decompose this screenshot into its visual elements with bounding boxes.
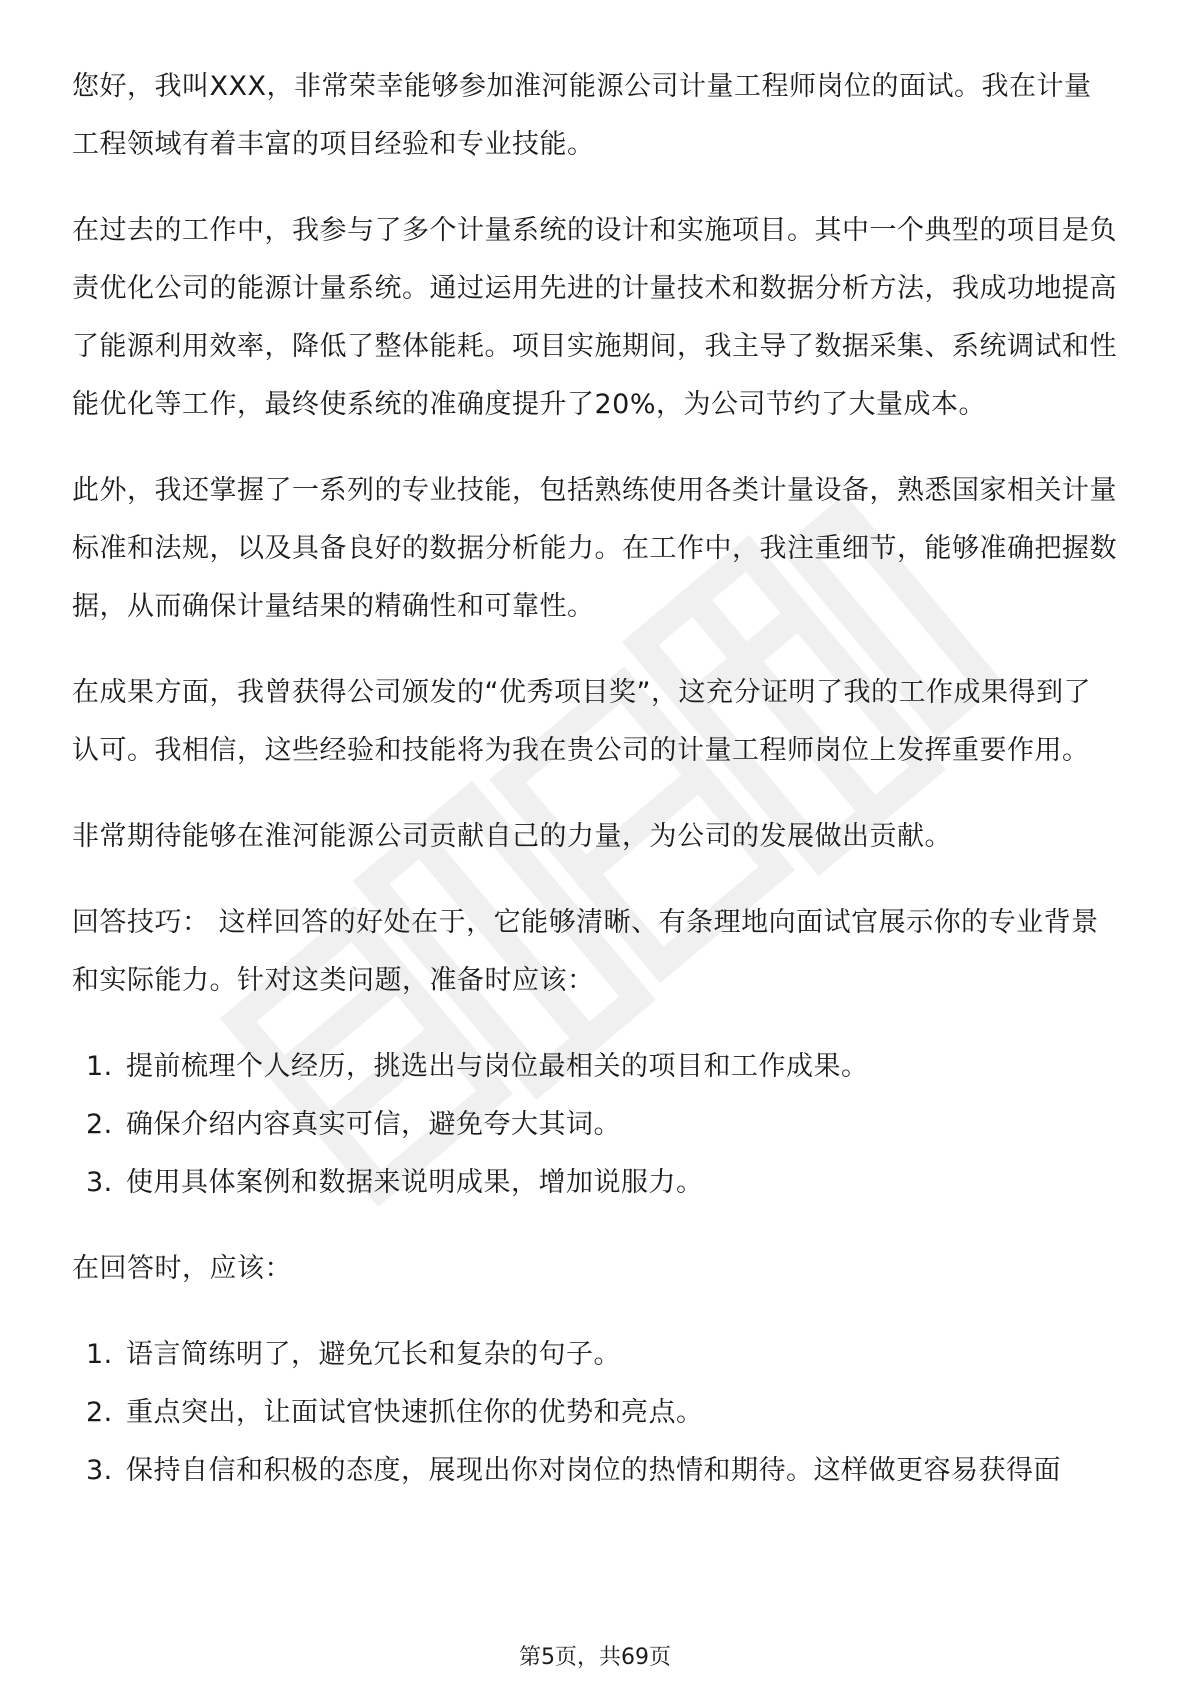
list-item-text: 使用具体案例和数据来说明成果，增加说服力。 (126, 1167, 704, 1198)
list-item-text: 语言简练明了，避免冗长和复杂的句子。 (126, 1339, 621, 1370)
paragraph-tips: 回答技巧： 这样回答的好处在于，它能够清晰、有条理地向面试官展示你的专业背景和实际能力。针对这类问题，准备时应该： (72, 907, 1099, 996)
paragraph-answer-intro: 在回答时，应该： (72, 1253, 292, 1284)
list-item-number: 2. (86, 1109, 113, 1140)
list-item-number: 1. (86, 1051, 113, 1082)
document-body (72, 58, 1118, 1528)
paragraph-intro: 您好，我叫XXX，非常荣幸能够参加淮河能源公司计量工程师岗位的面试。我在计量工程领域有着丰富的项目经验和专业技能。 (72, 71, 1092, 160)
paragraph-skills: 此外，我还掌握了一系列的专业技能，包括熟练使用各类计量设备，熟悉国家相关计量标准和法规，以及具备良好的数据分析能力。在工作中，我注重细节，能够准确把握数据，从而确保计量结果的精确性和可靠性。 (72, 475, 1117, 622)
prep-list (72, 1038, 1118, 1212)
list-item (72, 1326, 1118, 1384)
list-item-text: 重点突出，让面试官快速抓住你的优势和亮点。 (126, 1397, 704, 1428)
list-item-text: 保持自信和积极的态度，展现出你对岗位的热情和期待。这样做更容易获得面 (126, 1455, 1061, 1486)
list-item-number: 1. (86, 1339, 113, 1370)
paragraph-closing: 非常期待能够在淮河能源公司贡献自己的力量，为公司的发展做出贡献。 (72, 821, 952, 852)
list-item (72, 1038, 1118, 1096)
paragraph-achievements: 在成果方面，我曾获得公司颁发的“优秀项目奖”，这充分证明了我的工作成果得到了认可。我相信，这些经验和技能将为我在贵公司的计量工程师岗位上发挥重要作用。 (72, 677, 1091, 766)
answer-list (72, 1326, 1118, 1500)
paragraph-experience: 在过去的工作中，我参与了多个计量系统的设计和实施项目。其中一个典型的项目是负责优化公司的能源计量系统。通过运用先进的计量技术和数据分析方法，我成功地提高了能源利用效率，降低了整体能耗。项目实施期间，我主导了数据采集、系统调试和性能优化等工作，最终使系统的准确度提升了20%，为公司节约了大量成本。 (72, 215, 1117, 420)
page-number: 第5页，共69页 (519, 1645, 671, 1670)
list-item-text: 确保介绍内容真实可信，避免夸大其词。 (126, 1109, 621, 1140)
list-item-text: 提前梳理个人经历，挑选出与岗位最相关的项目和工作成果。 (126, 1051, 869, 1082)
list-item (72, 1096, 1118, 1154)
list-item (72, 1384, 1118, 1442)
list-item (72, 1442, 1118, 1500)
list-item (72, 1154, 1118, 1212)
list-item-number: 3. (86, 1455, 113, 1486)
list-item-number: 3. (86, 1167, 113, 1198)
list-item-number: 2. (86, 1397, 113, 1428)
